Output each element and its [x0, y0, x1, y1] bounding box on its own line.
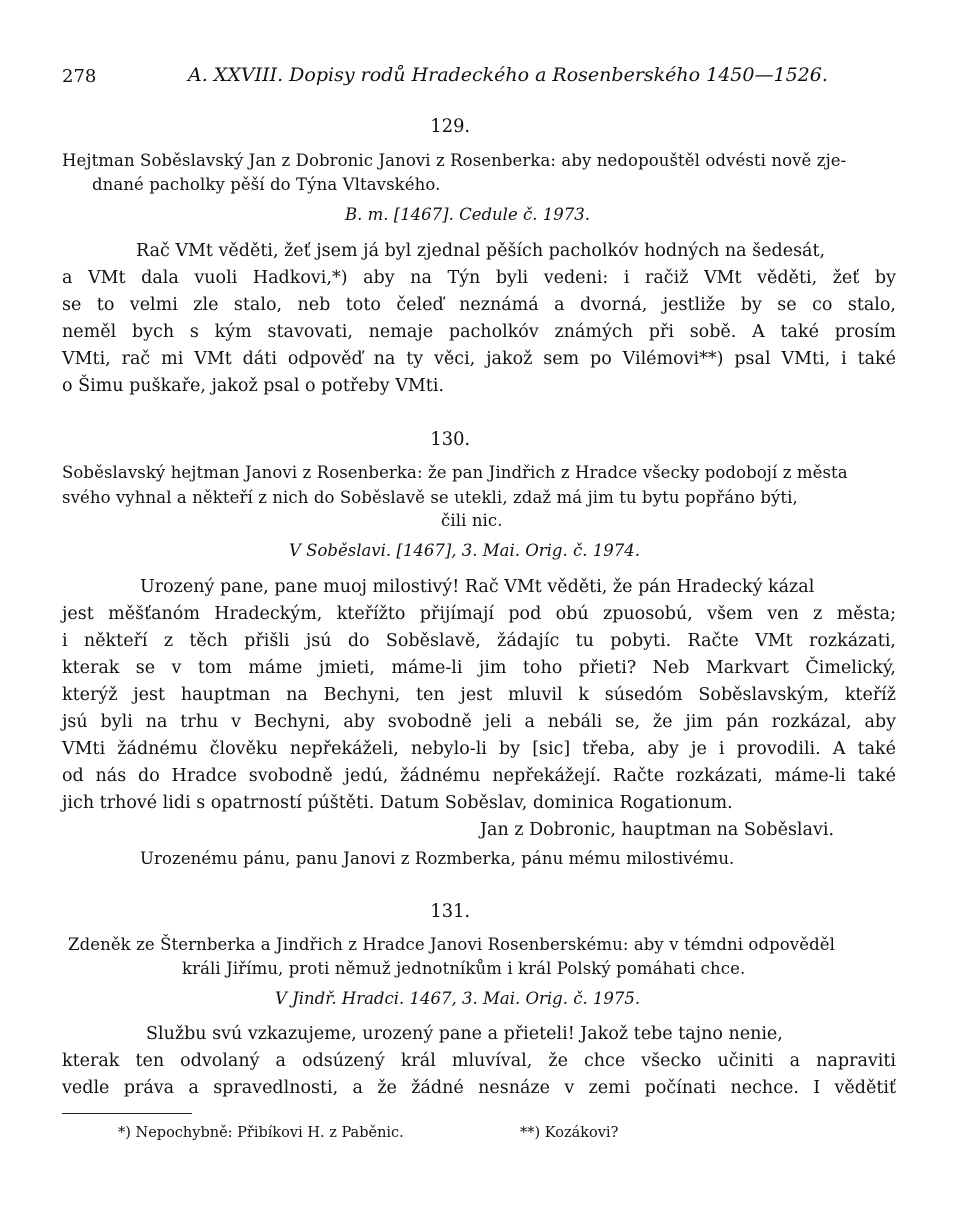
- letter-address: Urozenému pánu, panu Janovi z Rozmberka, pánu mému milostivému.: [140, 849, 735, 868]
- section-number: 129.: [430, 115, 471, 137]
- body-line: Rač VMt věděti, žeť jsem já byl zjednal pěších pacholkóv hodných na šedesát,: [136, 241, 826, 261]
- body-line: neměl bych s kým stavovati, nemaje pacholkóv známých při sobě. A také prosím: [62, 322, 896, 342]
- body-line: VMti žádnému člověku nepřekáželi, nebylo-li by [sic] třeba, aby je i provodili. A také: [62, 739, 896, 759]
- section-source: B. m. [1467]. Cedule č. 1973.: [345, 205, 590, 224]
- body-line: kterak ten odvolaný a odsúzený král mluvíval, že chce všecko učiniti a napraviti: [62, 1051, 896, 1071]
- footnote-divider: [62, 1113, 192, 1114]
- body-line: se to velmi zle stalo, neb toto čeleď neznámá a dvorná, jestliže by se co stalo,: [62, 295, 896, 315]
- section-summary-line: dnané pacholky pěší do Týna Vltavského.: [92, 175, 441, 194]
- body-line: jich trhové lidi s opatrností púštěti. Datum Soběslav, dominica Rogationum.: [62, 793, 733, 813]
- page-number: 278: [62, 66, 97, 87]
- body-line: o Šimu puškaře, jakož psal o potřeby VMti.: [62, 376, 445, 396]
- section-source: V Jindř. Hradci. 1467, 3. Mai. Orig. č. 1975.: [275, 989, 641, 1008]
- body-line: jsú byli na trhu v Bechyni, aby svobodně jeli a nebáli se, že jim pán rozkázal, aby: [62, 712, 896, 732]
- footnote: **) Kozákovi?: [520, 1125, 619, 1141]
- body-line: VMti, rač mi VMt dáti odpověď na ty věci, jakož sem po Vilémovi**) psal VMti, i také: [62, 349, 896, 369]
- section-summary-line: svého vyhnal a někteří z nich do Soběslavě se utekli, zdaž má jim tu bytu popřáno býti,: [62, 488, 798, 507]
- letter-signature: Jan z Dobronic, hauptman na Soběslavi.: [480, 820, 835, 840]
- body-line: i někteří z těch přišli jsú do Soběslavě, žádajíc tu pobyti. Račte VMt rozkázati,: [62, 631, 896, 651]
- body-line: a VMt dala vuoli Hadkovi,*) aby na Týn byli vedeni: i račiž VMt věděti, žeť by: [62, 268, 896, 288]
- section-summary-line: králi Jiřímu, proti němuž jednotníkům i král Polský pomáhati chce.: [182, 959, 746, 978]
- body-line: Službu svú vzkazujeme, urozený pane a přieteli! Jakož tebe tajno nenie,: [146, 1024, 783, 1044]
- body-line: od nás do Hradce svobodně jedú, žádnému nepřekážejí. Račte rozkázati, máme-li také: [62, 766, 896, 786]
- body-line: jest měšťanóm Hradeckým, kteřížto přijímají pod obú zpuosobú, všem ven z města;: [62, 604, 896, 624]
- section-number: 130.: [430, 428, 471, 450]
- body-line: kterýž jest hauptman na Bechyni, ten jest mluvil k súsedóm Soběslavským, kteříž: [62, 685, 896, 705]
- section-summary-line: Hejtman Soběslavský Jan z Dobronic Janovi z Rosenberka: aby nedopouštěl odvésti nově zje-: [62, 151, 847, 170]
- section-summary-line: Soběslavský hejtman Janovi z Rosenberka: že pan Jindřich z Hradce všecky podobojí z města: [62, 463, 848, 482]
- footnote: *) Nepochybně: Přibíkovi H. z Paběnic.: [118, 1125, 404, 1141]
- section-source: V Soběslavi. [1467], 3. Mai. Orig. č. 1974.: [289, 541, 640, 560]
- body-line: vedle práva a spravedlnosti, a že žádné nesnáze v zemi počínati nechce. I vědětiť: [62, 1078, 896, 1098]
- section-summary-line: Zdeněk ze Šternberka a Jindřich z Hradce Janovi Rosenberskému: aby v témdni odpověděl: [68, 935, 835, 954]
- section-summary-line: čili nic.: [441, 511, 503, 530]
- running-title: A. XXVIII. Dopisy rodů Hradeckého a Rosenberského 1450—1526.: [188, 64, 828, 86]
- section-number: 131.: [430, 900, 471, 922]
- body-line: Urozený pane, pane muoj milostivý! Rač VMt věděti, že pán Hradecký kázal: [140, 577, 815, 597]
- body-line: kterak se v tom máme jmieti, máme-li jim toho přieti? Neb Markvart Čimelický,: [62, 658, 896, 678]
